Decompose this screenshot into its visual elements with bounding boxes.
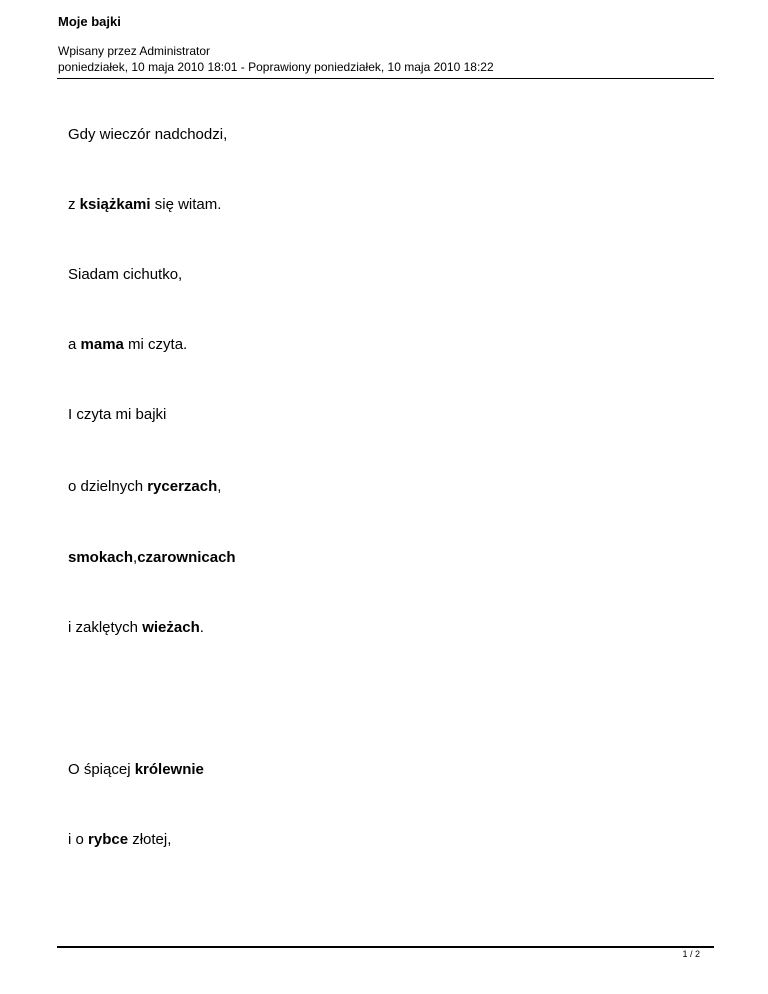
poem-line-9 [68, 761, 204, 779]
poem-line-6 [68, 478, 221, 496]
poem-text: a [68, 336, 81, 353]
poem-line-4 [68, 336, 187, 354]
poem-bold-word: wieżach [142, 619, 200, 636]
poem-line-8 [68, 619, 204, 637]
poem-line-7 [68, 549, 236, 567]
poem-text: , [133, 549, 138, 566]
poem-bold-word: rycerzach [147, 478, 218, 495]
poem-text: . [199, 619, 204, 636]
poem-bold-word: rybce [88, 831, 129, 848]
document-title: Moje bajki [58, 14, 121, 29]
poem-text: O śpiącej [68, 761, 135, 778]
poem-text: , [217, 478, 222, 495]
author-line: Wpisany przez Administrator [58, 44, 211, 58]
poem-text: Siadam cichutko, [68, 266, 183, 283]
poem-line-5 [68, 406, 166, 424]
poem-text: i o [68, 831, 89, 848]
poem-text: mi czyta. [123, 336, 188, 353]
poem-line-1 [68, 126, 227, 144]
header-divider [57, 78, 714, 79]
poem-bold-word: czarownicach [137, 549, 236, 566]
dates-line: poniedziałek, 10 maja 2010 18:01 - Poprawiony poniedziałek, 10 maja 2010 18:22 [58, 60, 494, 74]
poem-text: Gdy wieczór nadchodzi, [68, 126, 228, 143]
poem-line-3 [68, 266, 182, 284]
poem-bold-word: mama [80, 336, 124, 353]
footer-divider [57, 946, 714, 948]
poem-text: złotej, [128, 831, 172, 848]
poem-bold-word: królewnie [134, 761, 204, 778]
poem-text: z [68, 196, 80, 213]
poem-text: o dzielnych [68, 478, 148, 495]
poem-text: I czyta mi bajki [68, 406, 167, 423]
poem-text: i zaklętych [68, 619, 143, 636]
poem-bold-word: smokach [68, 549, 134, 566]
poem-line-2 [68, 196, 221, 214]
poem-line-10 [68, 831, 171, 849]
poem-bold-word: książkami [79, 196, 151, 213]
poem-text: się witam. [150, 196, 222, 213]
page-number: 1 / 2 [682, 949, 700, 959]
